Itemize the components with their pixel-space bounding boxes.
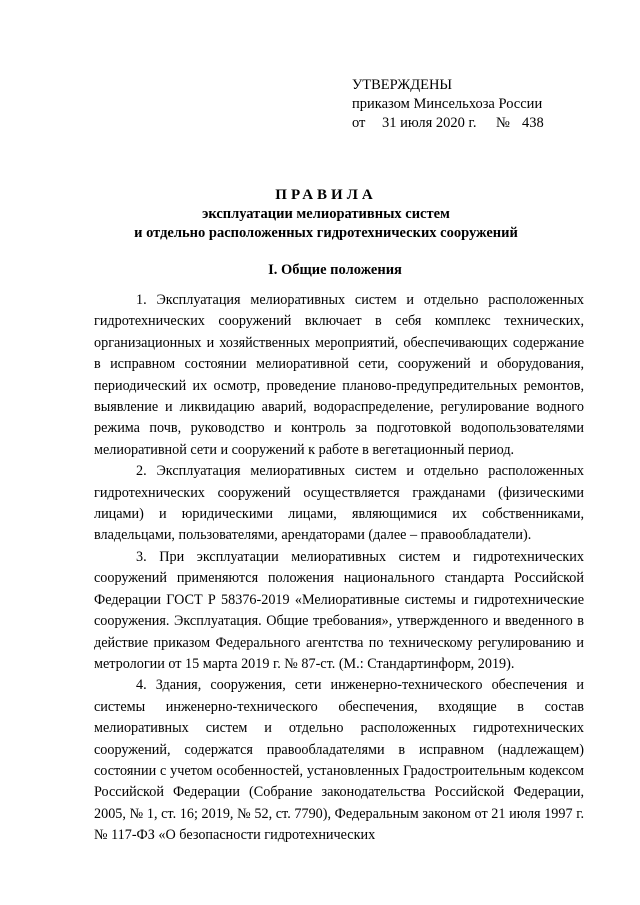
approval-title: УТВЕРЖДЕНЫ [352,77,453,93]
paragraph-4: 4. Здания, сооружения, сети инженерно-технического обеспечения и системы инженерно-технического обеспечения, входящие в состав мелиоративных систем и отдельно расположенных гидротехнических сооружений, содержатся правообладателями в исправном (надлежащем) состоянии с учетом особенностей, установленных Градостроительным кодексом Российской Федерации (Собрание законодательства Российской Федерации, 2005, № 1, ст. 16; 2019, № 52, ст. 7790), Федеральным законом от 21 июля 1997 г. № 117-ФЗ «О безопасности гидротехнических [94,677,584,844]
date-prefix: от [352,115,366,131]
title-line-2: эксплуатации мелиоративных систем [202,206,450,222]
paragraph-1: 1. Эксплуатация мелиоративных систем и отдельно расположенных гидротехнических сооружений включает в себя комплекс технических, организационных и хозяйственных мероприятий, обеспечивающих содержание в исправном состоянии мелиоративной сети, сооружений и оборудования, периодический их осмотр, проведение планово-предупредительных ремонтов, выявление и ликвидацию аварий, водораспределение, регулирование водного режима почв, руководство и контроль за подготовкой водопользователями мелиоративной сети и сооружений к работе в вегетационный период. [94,292,584,458]
document-title [0,186,640,243]
title-line-3: и отдельно расположенных гидротехнических сооружений [134,225,518,241]
paragraph-2: 2. Эксплуатация мелиоративных систем и отдельно расположенных гидротехнических сооружений осуществляется гражданами (физическими лицами) и юридическими лицами, являющимися их собственниками, владельцами, пользователями, арендаторами (далее – правообладатели). [94,463,584,544]
approval-number: 438 [522,115,544,131]
approval-date: 31 июля 2020 г. [382,115,477,131]
approval-order: приказом Минсельхоза России [352,96,543,112]
title-main: ПРАВИЛА [275,187,377,203]
approval-date-line [352,114,544,133]
body-text [94,290,584,847]
paragraph-3: 3. При эксплуатации мелиоративных систем и гидротехнических сооружений применяются положения национального стандарта Российской Федерации ГОСТ Р 58376-2019 «Мелиоративные системы и гидротехнические сооружения. Эксплуатация. Общие требования», утвержденного и введенного в действие приказом Федерального агентства по техническому регулированию и метрологии от 15 марта 2019 г. № 87-ст. (М.: Стандартинформ, 2019). [94,548,584,672]
approval-stamp [352,76,544,133]
section-heading: I. Общие положения [268,262,402,278]
number-sign: № [496,115,510,131]
